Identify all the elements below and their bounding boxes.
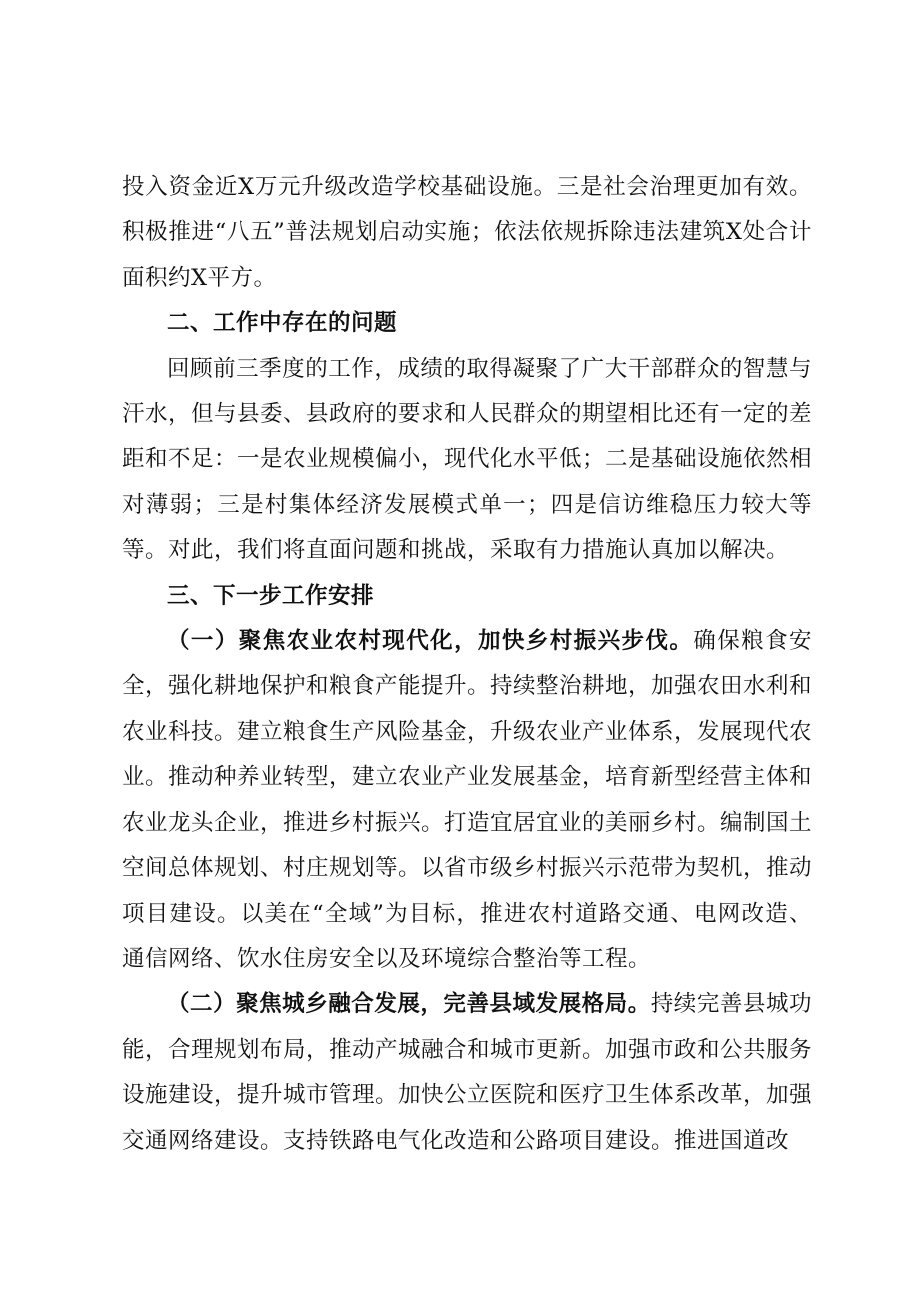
paragraph-achievements: 投入资金近X万元升级改造学校基础设施。三是社会治理更加有效。积极推进“八五”普法规划启动实施；依法依规拆除违法建筑X处合计面积约X平方。 [122,174,812,291]
paragraph-rural-modernization-text: 确保粮食安全，强化耕地保护和粮食产能提升。持续整治耕地，加强农田水利和农业科技。建立粮食生产风险基金，升级农业产业体系，发展现代农业。推动种养业转型，建立农业产业发展基金，培育新型经营主体和农业龙头企业，推进乡村振兴。打造宜居宜业的美丽乡村。编制国土空间总体规划、村庄规划等。以省市级乡村振兴示范带为契机，推动项目建设。以美在“全域”为目标，推进农村道路交通、电网改造、通信网络、饮水住房安全以及环境综合整治等工程。 [122,628,813,972]
subheading-urban-rural-integration: （二）聚焦城乡融合发展，完善县域发展格局。 [167,991,651,1018]
section-heading-problems: 二、工作中存在的问题 [167,310,398,337]
document-body [122,165,812,1164]
paragraph-urban-rural-integration [122,982,812,1164]
paragraph-problems: 回顾前三季度的工作，成绩的取得凝聚了广大干部群众的智慧与汗水，但与县委、县政府的要求和人民群众的期望相比还有一定的差距和不足：一是农业规模偏小，现代化水平低；二是基础设施依然相对薄弱；三是村集体经济发展模式单一；四是信访维稳压力较大等等。对此，我们将直面问题和挑战，采取有力措施认真加以解决。 [122,355,813,564]
paragraph-rural-modernization [122,619,812,982]
paragraph-urban-rural-integration-text: 持续完善县城功能，合理规划布局，推动产城融合和城市更新。加强市政和公共服务设施建设，提升城市管理。加快公立医院和医疗卫生体系改革，加强交通网络建设。支持铁路电气化改造和公路项目建设。推进国道改 [122,991,813,1154]
section-heading-next-steps: 三、下一步工作安排 [167,582,375,609]
subheading-rural-modernization: （一）聚焦农业农村现代化，加快乡村振兴步伐。 [167,628,694,655]
